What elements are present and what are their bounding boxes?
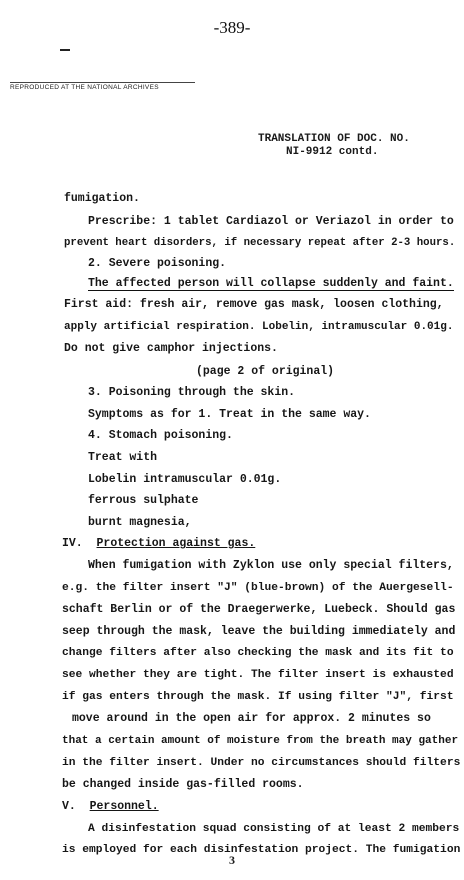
text-line: A disinfestation squad consisting of at least 2 members [88, 823, 460, 835]
text-line: ferrous sulphate [88, 494, 199, 507]
translation-header [258, 133, 410, 159]
text-line: e.g. the filter insert "J" (blue-brown) of the Auergesell- [62, 582, 454, 594]
page-number: -389- [213, 18, 251, 37]
section-title: Protection against gas. [96, 537, 256, 550]
subheading-severe-poisoning: 2. Severe poisoning. [88, 257, 227, 270]
translation-doc-line: TRANSLATION OF DOC. NO. [258, 133, 410, 145]
dash-mark [60, 49, 70, 51]
translation-doc-number: NI-9912 contd. [286, 146, 379, 158]
text-line: schaft Berlin or of the Draegerwerke, Luebeck. Should gas [62, 603, 456, 616]
text-line: is employed for each disinfestation project. The fumigation [62, 844, 461, 856]
text-line: move around in the open air for approx. 2 minutes so [72, 712, 431, 725]
page-reference: (page 2 of original) [196, 365, 335, 378]
text-line: When fumigation with Zyklon use only special filters, [88, 559, 454, 572]
text-line: fumigation. [64, 192, 140, 205]
text-line: change filters after also checking the mask and its fit to [62, 647, 454, 659]
text-line: if gas enters through the mask. If using filter "J", first [62, 691, 454, 703]
section-title: Personnel. [89, 800, 159, 813]
archive-stamp: REPRODUCED AT THE NATIONAL ARCHIVES [10, 84, 159, 91]
text-line: burnt magnesia, [88, 516, 192, 529]
text-line: prevent heart disorders, if necessary repeat after 2-3 hours. [64, 237, 456, 249]
section-heading-v [62, 800, 159, 814]
section-number: V. [62, 800, 76, 813]
section-heading-iv [62, 537, 255, 551]
text-line: that a certain amount of moisture from the breath may gather [62, 735, 459, 747]
text-line: Prescribe: 1 tablet Cardiazol or Veriazol in order to [88, 215, 454, 228]
underlined-warning-text: The affected person will collapse suddenly and faint. [88, 277, 454, 290]
text-line: be changed inside gas-filled rooms. [62, 778, 304, 791]
text-line: Lobelin intramuscular 0.01g. [88, 473, 282, 486]
section-number: IV. [62, 537, 83, 550]
text-line: Symptoms as for 1. Treat in the same way. [88, 408, 371, 421]
subheading-stomach-poisoning: 4. Stomach poisoning. [88, 429, 233, 442]
archive-rule [10, 82, 195, 83]
text-line: in the filter insert. Under no circumstances should filters [62, 757, 461, 769]
text-line: Do not give camphor injections. [64, 342, 278, 355]
subheading-skin-poisoning: 3. Poisoning through the skin. [88, 386, 296, 399]
text-line: Treat with [88, 451, 158, 464]
text-line: seep through the mask, leave the building immediately and [62, 625, 456, 638]
text-line: First aid: fresh air, remove gas mask, loosen clothing, [64, 298, 444, 311]
underlined-warning [88, 277, 454, 291]
text-line: see whether they are tight. The filter insert is exhausted [62, 669, 454, 681]
footer-page-number: 3 [229, 853, 235, 867]
text-line: apply artificial respiration. Lobelin, intramuscular 0.01g. [64, 321, 454, 333]
